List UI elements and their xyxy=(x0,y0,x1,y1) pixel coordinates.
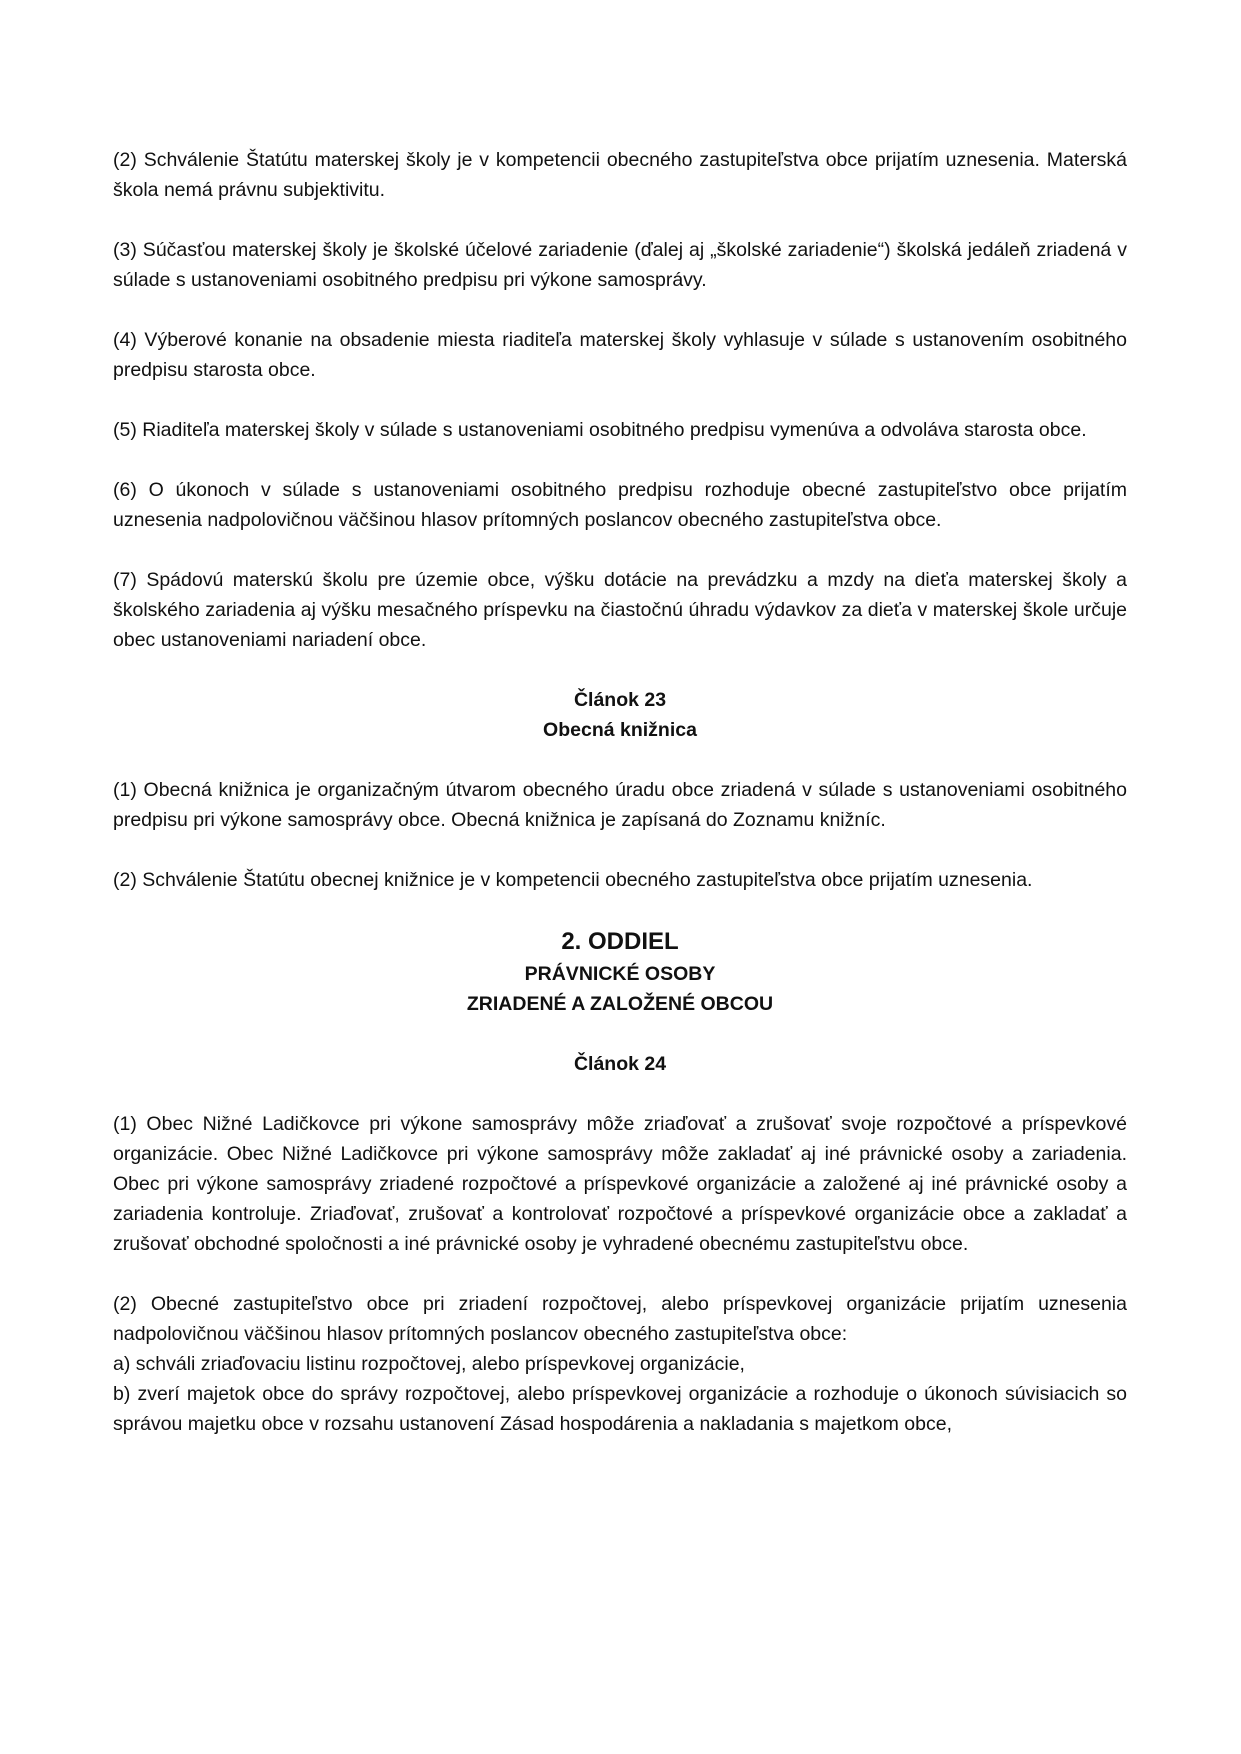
article-24-number: Článok 24 xyxy=(573,1053,667,1075)
article-23-number: Článok 23 xyxy=(573,689,667,711)
paragraph-22-7: (7) Spádovú materskú školu pre územie obce, výšku dotácie na prevádzku a mzdy na dieťa materskej školy a školského zariadenia aj výšku mesačného príspevku na čiastočnú úhradu výdavkov za dieťa v materskej škole určuje obec ustanoveniami nariadení obce. xyxy=(113,569,1127,651)
document-page xyxy=(113,145,1127,1439)
list-item-24-2-b: b) zverí majetok obce do správy rozpočtovej, alebo príspevkovej organizácie a rozhoduje o úkonoch súvisiacich so správou majetku obce v rozsahu ustanovení Zásad hospodárenia a nakladania s majetkom obce, xyxy=(113,1383,1127,1435)
paragraph-23-1: (1) Obecná knižnica je organizačným útvarom obecného úradu obce zriadená v súlade s ustanoveniami osobitného predpisu pri výkone samosprávy obce. Obecná knižnica je zapísaná do Zoznamu knižníc. xyxy=(113,779,1127,831)
paragraph-22-4: (4) Výberové konanie na obsadenie miesta riaditeľa materskej školy vyhlasuje v súlade s ustanovením osobitného predpisu starosta obce. xyxy=(113,329,1127,381)
paragraph-22-5: (5) Riaditeľa materskej školy v súlade s ustanoveniami osobitného predpisu vymenúva a odvoláva starosta obce. xyxy=(113,419,1087,441)
section-subtitle-1: PRÁVNICKÉ OSOBY xyxy=(524,963,716,985)
section-subtitle-2: ZRIADENÉ A ZALOŽENÉ OBCOU xyxy=(466,993,774,1015)
paragraph-22-3: (3) Súčasťou materskej školy je školské účelové zariadenie (ďalej aj „školské zariadenie“) školská jedáleň zriadená v súlade s ustanoveniami osobitného predpisu pri výkone samosprávy. xyxy=(113,239,1127,291)
paragraph-24-2: (2) Obecné zastupiteľstvo obce pri zriadení rozpočtovej, alebo príspevkovej organizácie prijatím uznesenia nadpolovičnou väčšinou hlasov prítomných poslancov obecného zastupiteľstva obce: xyxy=(113,1293,1127,1345)
paragraph-24-1: (1) Obec Nižné Ladičkovce pri výkone samosprávy môže zriaďovať a zrušovať svoje rozpočtové a príspevkové organizácie. Obec Nižné Ladičkovce pri výkone samosprávy môže zakladať aj iné právnické osoby a zariadenia. Obec pri výkone samosprávy zriadené rozpočtové a príspevkové organizácie a založené aj iné právnické osoby a zariadenia kontroluje. Zriaďovať, zrušovať a kontrolovať rozpočtové a príspevkové organizácie obce a zakladať a zrušovať obchodné spoločnosti a iné právnické osoby je vyhradené obecnému zastupiteľstvu obce. xyxy=(113,1113,1127,1255)
paragraph-22-2: (2) Schválenie Štatútu materskej školy je v kompetencii obecného zastupiteľstva obce prijatím uznesenia. Materská škola nemá právnu subjektivitu. xyxy=(113,149,1127,201)
spacer xyxy=(113,1019,1127,1049)
section-title: 2. ODDIEL xyxy=(561,928,679,955)
spacer xyxy=(113,1079,1127,1109)
list-item-24-2-a: a) schváli zriaďovaciu listinu rozpočtovej, alebo príspevkovej organizácie, xyxy=(113,1353,745,1375)
spacer xyxy=(113,745,1127,775)
article-23-title: Obecná knižnica xyxy=(543,719,697,741)
paragraph-23-2: (2) Schválenie Štatútu obecnej knižnice je v kompetencii obecného zastupiteľstva obce prijatím uznesenia. xyxy=(113,869,1033,891)
paragraph-22-6: (6) O úkonoch v súlade s ustanoveniami osobitného predpisu rozhoduje obecné zastupiteľstvo obce prijatím uznesenia nadpolovičnou väčšinou hlasov prítomných poslancov obecného zastupiteľstva obce. xyxy=(113,479,1127,531)
